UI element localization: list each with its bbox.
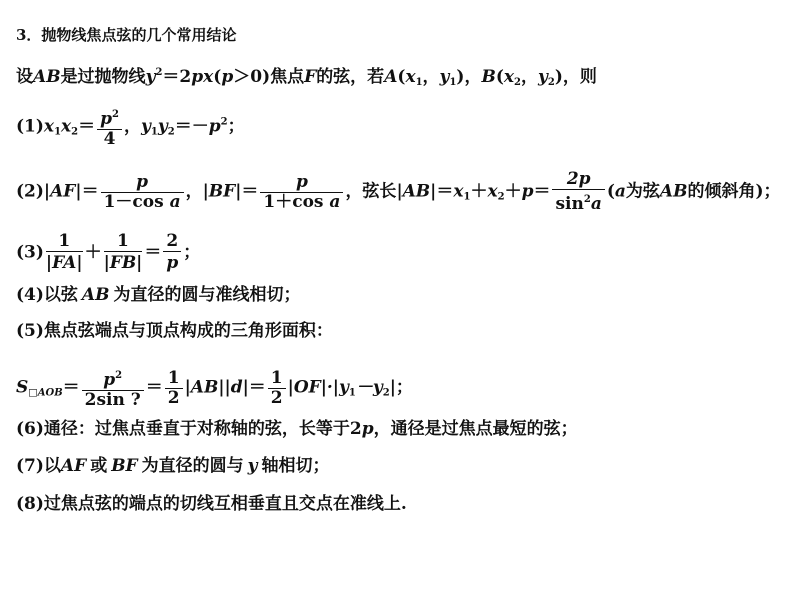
- conclusion-1: [16, 105, 245, 149]
- item-text: (4)以弦: [16, 285, 78, 305]
- denominator: |FB|: [103, 253, 143, 273]
- denominator: p: [166, 253, 179, 273]
- bf-length: |BF|: [202, 181, 242, 202]
- paren: ): [554, 67, 563, 87]
- conclusion-4: [16, 284, 300, 306]
- paren: (: [495, 67, 504, 87]
- subscript: □AOB: [28, 387, 63, 399]
- fraction-ab: [552, 170, 604, 214]
- var-y1: y: [439, 67, 450, 87]
- numerator: 1: [104, 232, 143, 252]
- var-p: p: [521, 181, 534, 202]
- point-b: B: [481, 67, 496, 87]
- numerator: 2p: [566, 169, 591, 189]
- item-text: 或: [90, 456, 108, 476]
- point-a: A: [384, 67, 398, 87]
- subscript: 1: [449, 77, 457, 88]
- denominator: 2: [167, 387, 180, 408]
- subscript: 2: [547, 77, 555, 88]
- conclusion-2: [16, 170, 781, 214]
- subscript: 1: [463, 191, 471, 203]
- item-label: (2): [16, 181, 44, 202]
- equals-sign: ＝: [145, 377, 163, 398]
- numerator: 2: [163, 232, 181, 252]
- denominator: 2: [270, 387, 283, 408]
- numerator: 1: [268, 369, 286, 389]
- item-text: (7)以: [16, 456, 61, 476]
- exponent: 2: [583, 194, 591, 205]
- angle-a: a: [614, 181, 626, 202]
- minus-y: －y: [355, 377, 383, 398]
- item-text: 为直径的圆与: [141, 456, 244, 476]
- ab-d: |AB||d|: [184, 377, 249, 398]
- equals-sign: ＝: [81, 181, 99, 202]
- plus-sign: ＋: [470, 181, 488, 202]
- numerator: p: [103, 370, 116, 390]
- fraction-p2-over-4: [97, 105, 122, 149]
- area-s: S: [16, 377, 29, 398]
- var-x2: x: [487, 181, 498, 202]
- intro-text: 的弦，若: [316, 67, 385, 87]
- chord-ab: AB: [33, 67, 61, 87]
- chord-length-text: ，弦长: [345, 181, 397, 202]
- exponent: 2: [220, 116, 228, 128]
- var-p: p: [221, 67, 234, 87]
- fraction-area: [82, 366, 144, 410]
- comma: ，: [422, 67, 440, 87]
- paren: ): [456, 67, 465, 87]
- equals-sign: ＝: [241, 181, 259, 202]
- comma: ，: [520, 67, 538, 87]
- segment-af: AF: [60, 456, 87, 476]
- segment-bf: BF: [111, 456, 138, 476]
- equals-sign: ＝: [62, 377, 80, 398]
- subscript: 1: [150, 126, 158, 138]
- subscript: 2: [497, 191, 505, 203]
- angle-a: a: [169, 191, 181, 212]
- var-y: y: [247, 456, 258, 476]
- item-text: 为直径的圆与准线相切；: [113, 285, 301, 305]
- var-p: p: [361, 419, 374, 439]
- conclusion-8: [16, 493, 407, 515]
- semicolon: ；: [395, 377, 413, 398]
- var-y1: y: [141, 116, 151, 137]
- denominator: |FA|: [45, 253, 83, 273]
- numerator: p: [136, 171, 149, 192]
- chord-ab: AB: [81, 285, 110, 305]
- fraction-1-over-fb: [104, 232, 143, 274]
- denominator: sin: [555, 194, 584, 214]
- denominator: 4: [103, 129, 116, 149]
- numerator: p: [295, 171, 308, 192]
- condition: ＞0): [233, 67, 271, 87]
- fraction-1-over-fa: [46, 232, 83, 274]
- plus-sign: ＋: [84, 242, 102, 263]
- item-text: 轴相切；: [261, 456, 330, 476]
- note-text: 为弦: [625, 181, 660, 202]
- heading-text: 3．抛物线焦点弦的几个常用结论: [16, 26, 237, 44]
- intro-text: 设: [16, 67, 33, 87]
- var-y2: y: [157, 116, 168, 137]
- var-x1: x: [405, 67, 416, 87]
- var-px: px: [191, 67, 214, 87]
- var-y2: y: [537, 67, 548, 87]
- subscript: 2: [71, 126, 79, 138]
- equals-sign: ＝: [436, 181, 454, 202]
- plus-sign: ＋: [504, 181, 522, 202]
- focus-f: F: [304, 67, 317, 87]
- var-x1: x: [453, 181, 464, 202]
- of-y: |OF|·|y: [287, 377, 349, 398]
- subscript: 1: [348, 387, 356, 399]
- exponent: 2: [155, 67, 163, 78]
- subscript: 2: [382, 387, 390, 399]
- semicolon: ；: [227, 116, 245, 137]
- comma: ，: [464, 67, 482, 87]
- abs-bar: |: [389, 377, 396, 398]
- var-p: p: [208, 116, 221, 137]
- item-label: (1): [16, 116, 44, 137]
- subscript: 2: [514, 77, 521, 88]
- item-text: ，通径是过焦点最短的弦；: [373, 419, 578, 439]
- equals-sign: ＝: [78, 116, 96, 137]
- fraction-bf: [260, 173, 343, 212]
- var-x2: x: [503, 67, 515, 87]
- conclusion-6: [16, 418, 578, 440]
- equals-sign: ＝: [533, 181, 551, 202]
- item-text: (5)焦点弦端点与顶点构成的三角形面积：: [16, 321, 333, 341]
- exponent: 2: [115, 370, 123, 381]
- paren: (: [213, 67, 222, 87]
- chord-ab: AB: [659, 181, 688, 202]
- equals-sign: ＝2: [162, 67, 192, 87]
- intro-text: 焦点: [270, 67, 305, 87]
- semicolon: ；: [183, 242, 201, 263]
- separator: ，: [124, 116, 141, 137]
- var-y: y: [145, 67, 156, 87]
- ab-length: |AB|: [396, 181, 437, 202]
- conclusion-3: [16, 232, 200, 274]
- intro-text: ，则: [562, 67, 597, 87]
- angle-a: a: [590, 194, 602, 214]
- separator: ，: [185, 181, 203, 202]
- item-text: (6)通径：过焦点垂直于对称轴的弦，长等于: [16, 419, 350, 439]
- note-text: 的倾斜角: [687, 181, 756, 202]
- item-text: (8)过焦点弦的端点的切线互相垂直且交点在准线上.: [16, 494, 407, 514]
- equals-sign: ＝: [248, 377, 266, 398]
- area-formula: [16, 366, 413, 410]
- value-two: 2: [349, 419, 362, 439]
- numerator: p: [100, 109, 113, 129]
- item-label: (3): [16, 242, 44, 263]
- fraction-half: [268, 369, 286, 408]
- equals-minus: ＝－: [174, 116, 209, 137]
- subscript: 1: [54, 126, 62, 138]
- section-heading: [16, 24, 236, 46]
- var-x2: x: [61, 116, 72, 137]
- angle-a: a: [329, 191, 341, 212]
- conclusion-5: [16, 320, 333, 342]
- exponent: 2: [112, 109, 119, 120]
- intro-text: 是过抛物线: [60, 67, 146, 87]
- numerator: 1: [165, 369, 183, 389]
- paren: ): [755, 181, 764, 202]
- denominator: 1－cos: [103, 191, 164, 212]
- paren: (: [397, 67, 406, 87]
- denominator: 1＋cos: [263, 191, 324, 212]
- var-x1: x: [43, 116, 55, 137]
- denominator: 2sin ?: [84, 390, 141, 410]
- fraction-2-over-p: [163, 232, 181, 274]
- subscript: 1: [415, 77, 423, 88]
- numerator: 1: [46, 232, 83, 252]
- conclusion-7: [16, 455, 330, 477]
- paren: (: [606, 181, 615, 202]
- fraction-half: [165, 369, 183, 408]
- af-length: |AF|: [43, 181, 82, 202]
- intro-line: [16, 62, 597, 94]
- equals-sign: ＝: [144, 242, 162, 263]
- subscript: 2: [167, 126, 175, 138]
- fraction-af: [101, 173, 184, 212]
- semicolon: ；: [763, 181, 781, 202]
